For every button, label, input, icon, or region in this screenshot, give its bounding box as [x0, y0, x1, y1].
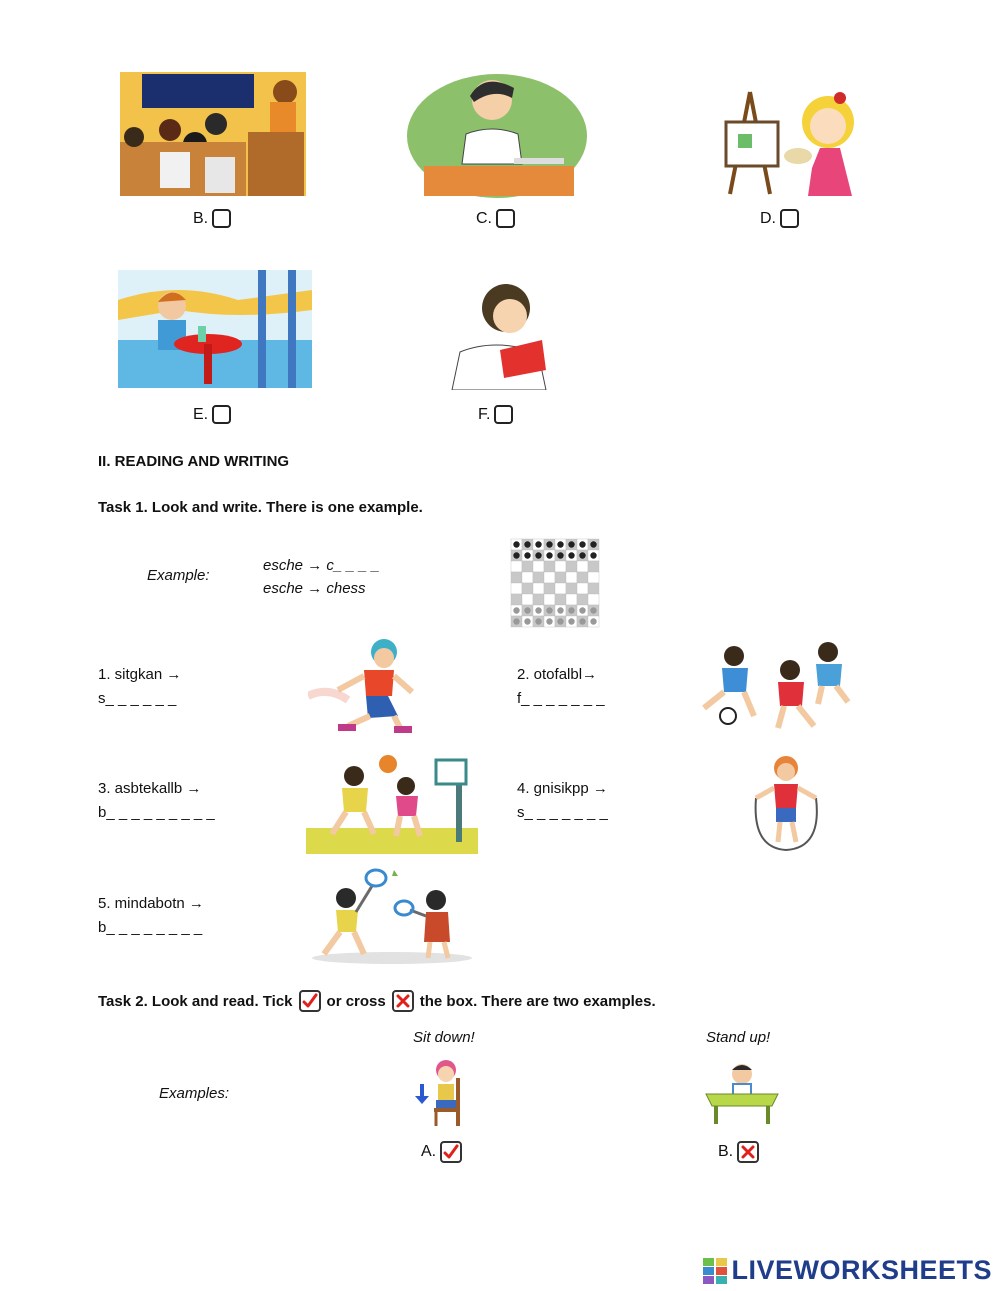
item-1-prompt: 1. sitgkan → — [98, 666, 182, 683]
item-3-prompt: 3. asbtekallb → — [98, 780, 202, 797]
item-4-answer[interactable]: s_ _ _ _ _ _ _ — [517, 804, 608, 821]
option-b-label: B. — [193, 209, 209, 227]
example-line-2: esche → chess — [263, 580, 366, 597]
task2-title — [98, 990, 656, 1012]
example-a-tick-icon — [440, 1141, 462, 1163]
item-2-answer[interactable]: f_ _ _ _ _ _ _ — [517, 690, 605, 707]
item-5-answer[interactable]: b_ _ _ _ _ _ _ _ — [98, 919, 203, 936]
example-b-label: B. — [718, 1143, 734, 1160]
example-b-caption: Stand up! — [706, 1029, 771, 1046]
classroom-picture — [120, 72, 306, 196]
option-d — [760, 209, 799, 228]
option-d-label: D. — [760, 209, 776, 227]
section-title: II. READING AND WRITING — [98, 453, 290, 470]
task2-title-part1: Task 2. Look and read. Tick — [98, 992, 293, 1010]
girl-painting-picture — [712, 72, 872, 198]
example-b — [718, 1141, 759, 1163]
tick-icon — [299, 990, 321, 1012]
item-5-prompt: 5. mindabotn → — [98, 895, 204, 912]
option-e-label: E. — [193, 405, 209, 423]
example-line-1: esche → c_ _ _ _ — [263, 557, 380, 574]
cross-icon — [392, 990, 414, 1012]
item-4 — [517, 777, 608, 825]
basketball-picture — [306, 752, 478, 854]
skating-picture — [308, 636, 420, 734]
chessboard-picture — [507, 538, 603, 628]
option-b-checkbox[interactable] — [212, 209, 231, 228]
option-b — [193, 209, 231, 228]
task2-title-part2: or cross — [326, 992, 386, 1010]
item-2 — [517, 663, 605, 711]
sit-down-picture — [406, 1058, 498, 1130]
option-f — [478, 405, 513, 424]
girl-reading-picture — [442, 268, 600, 390]
option-c — [476, 209, 515, 228]
task1-title: Task 1. Look and write. There is one example. — [98, 499, 423, 516]
logo-mark-icon — [703, 1258, 727, 1284]
boy-at-waterpark-picture — [118, 270, 312, 388]
item-1 — [98, 663, 181, 711]
option-f-checkbox[interactable] — [494, 405, 513, 424]
option-d-checkbox[interactable] — [780, 209, 799, 228]
example-label: Example: — [147, 567, 210, 584]
boy-at-desk-picture — [404, 70, 590, 198]
item-1-answer[interactable]: s_ _ _ _ _ _ — [98, 690, 177, 707]
item-3-answer[interactable]: b_ _ _ _ _ _ _ _ _ — [98, 804, 215, 821]
option-c-label: C. — [476, 209, 492, 227]
examples-label: Examples: — [159, 1085, 230, 1102]
liveworksheets-logo — [703, 1255, 992, 1286]
skipping-picture — [742, 752, 832, 852]
example-b-cross-icon — [737, 1141, 759, 1163]
option-e-checkbox[interactable] — [212, 405, 231, 424]
option-e — [193, 405, 231, 424]
example-a-caption: Sit down! — [413, 1029, 475, 1046]
option-f-label: F. — [478, 405, 491, 423]
item-5 — [98, 892, 204, 940]
badminton-picture — [306, 866, 478, 966]
stand-up-picture — [700, 1060, 784, 1128]
option-c-checkbox[interactable] — [496, 209, 515, 228]
example-a-label: A. — [421, 1143, 437, 1160]
item-3 — [98, 777, 215, 825]
task2-title-part3: the box. There are two examples. — [419, 992, 656, 1010]
football-picture — [694, 636, 862, 734]
logo-text: LIVEWORKSHEETS — [731, 1255, 992, 1285]
example-a — [421, 1141, 462, 1163]
item-2-prompt: 2. otofalbl→ — [517, 666, 598, 683]
item-4-prompt: 4. gnisikpp → — [517, 780, 608, 797]
